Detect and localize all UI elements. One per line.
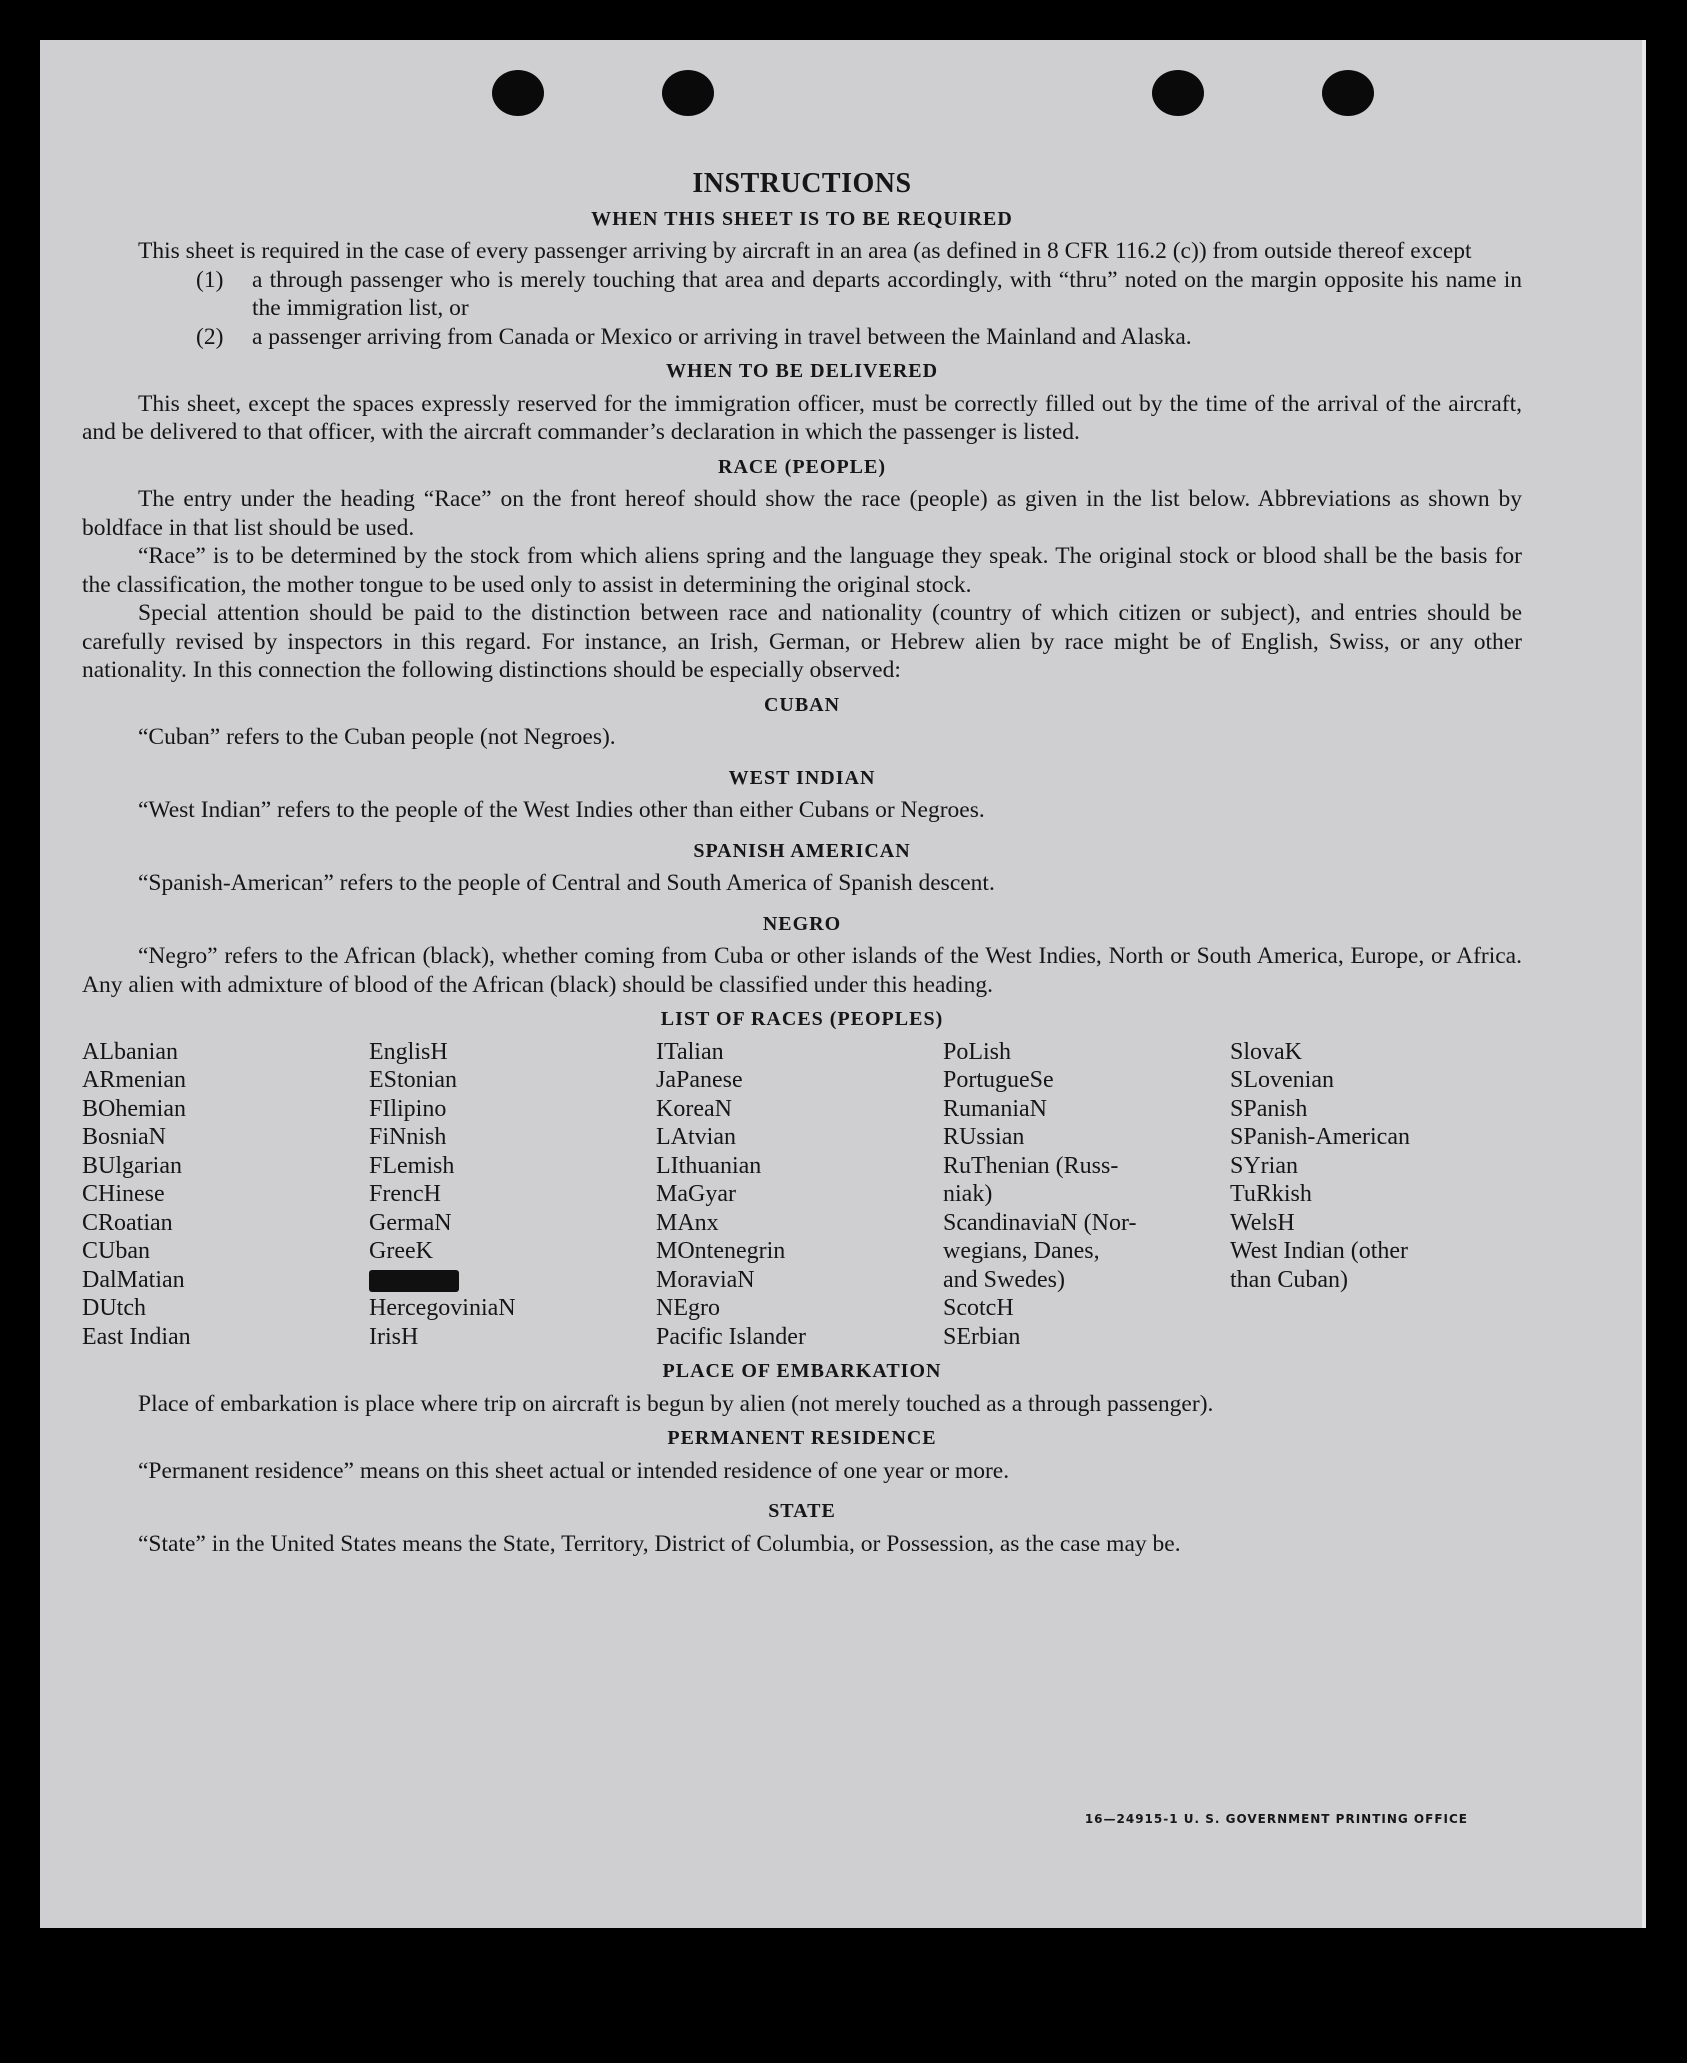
negro-text: “Negro” refers to the African (black), whether coming from Cuba or other islands of the West Indies, North or South America, Europe, or Africa. Any alien with admixture of blood of the African (black) should be classified under this heading.: [82, 943, 1522, 998]
race-entry: LIthuanian: [656, 1152, 762, 1179]
heading-negro: NEGRO: [762, 912, 842, 935]
race-entry: GreeK: [369, 1238, 433, 1264]
print-code: 16—24915-1 U. S. GOVERNMENT PRINTING OFFICE: [1084, 1812, 1468, 1826]
race-entry: MAnx: [656, 1209, 719, 1236]
race-entry: East Indian: [82, 1323, 191, 1350]
embarkation-text: Place of embarkation is place where trip on aircraft is begun by alien (not merely touched as a through passenger).: [138, 1390, 1214, 1417]
race-entry: EnglisH: [369, 1038, 448, 1065]
instructions-body: [82, 170, 1522, 1558]
residence-text: “Permanent residence” means on this sheet actual or intended residence of one year or more.: [138, 1457, 1010, 1484]
race-entry: ALbanian: [82, 1038, 178, 1065]
race-entry: SLovenian: [1230, 1067, 1334, 1093]
state-text: “State” in the United States means the State, Territory, District of Columbia, or Possession, as the case may be.: [138, 1530, 1181, 1557]
race-entry: LAtvian: [656, 1124, 736, 1150]
race-entry: [369, 1266, 656, 1295]
race-entry: BOhemian: [82, 1095, 186, 1122]
punch-hole: [662, 70, 714, 116]
race-paragraph-1: The entry under the heading “Race” on the front hereof should show the race (people) as given in the list below. Abbreviations as shown by boldface in that list should be used.: [82, 486, 1522, 541]
exception-item-2: (2) a passenger arriving from Canada or Mexico or arriving in travel between the Mainland and Alaska.: [196, 323, 1192, 350]
west-indian-text: “West Indian” refers to the people of the West Indies other than either Cubans or Negroes.: [138, 797, 985, 823]
heading-cuban: CUBAN: [763, 693, 841, 716]
heading-embarkation: PLACE OF EMBARKATION: [662, 1360, 942, 1382]
races-list: [82, 1038, 1522, 1352]
races-column-4: [943, 1038, 1230, 1352]
race-entry: DUtch: [82, 1295, 146, 1321]
race-entry: GermaN: [369, 1209, 452, 1236]
heading-delivered: WHEN TO BE DELIVERED: [665, 360, 939, 382]
races-column-2: [369, 1038, 656, 1352]
race-entry: FIlipino: [369, 1095, 447, 1122]
race-entry: DalMatian: [82, 1266, 185, 1293]
race-entry: SErbian: [943, 1323, 1021, 1350]
race-entry: ARmenian: [82, 1067, 186, 1093]
cuban-text: “Cuban” refers to the Cuban people (not Negroes).: [138, 724, 616, 750]
race-entry: SlovaK: [1230, 1038, 1302, 1065]
delivered-text: This sheet, except the spaces expressly reserved for the immigration officer, must be correctly filled out by the time of the arrival of the aircraft, and be delivered to that officer, with the aircraft commander’s declaration in which the passenger is listed.: [82, 390, 1522, 445]
race-entry: RuThenian (Russ- niak): [943, 1152, 1119, 1207]
race-entry: SPanish: [1230, 1095, 1308, 1122]
race-entry: FLemish: [369, 1152, 455, 1179]
race-entry: CHinese: [82, 1181, 165, 1207]
race-entry: WelsH: [1230, 1209, 1295, 1236]
heading-state: STATE: [768, 1500, 836, 1522]
race-entry: SPanish-American: [1230, 1124, 1410, 1150]
race-entry: FiNnish: [369, 1124, 447, 1150]
race-entry: HercegoviniaN: [369, 1295, 516, 1321]
races-column-1: [82, 1038, 369, 1352]
heading-race: RACE (PEOPLE): [718, 455, 886, 478]
document-sheet: [40, 40, 1646, 1928]
race-entry: ITalian: [656, 1038, 724, 1065]
punch-hole: [1322, 70, 1374, 116]
heading-list-of-races: LIST OF RACES (PEOPLES): [660, 1008, 944, 1030]
race-paragraph-3: Special attention should be paid to the distinction between race and nationality (country of which citizen or subject), and entries should be carefully revised by inspectors in this regard. For instance, an Irish, German, or Hebrew alien by race might be of English, Swiss, or any other nationality. In this connection the following distinctions should be especially observed:: [82, 600, 1522, 683]
page-title: INSTRUCTIONS: [692, 168, 912, 199]
race-entry: RumaniaN: [943, 1095, 1047, 1122]
race-paragraph-2: “Race” is to be determined by the stock from which aliens spring and the language they speak. The original stock or blood shall be the basis for the classification, the mother tongue to be used only to assist in determining the original stock.: [82, 543, 1522, 598]
races-column-5: [1230, 1038, 1517, 1352]
race-entry: MaGyar: [656, 1181, 736, 1207]
punch-hole: [1152, 70, 1204, 116]
race-entry: PoLish: [943, 1038, 1012, 1065]
race-entry: MoraviaN: [656, 1266, 755, 1293]
race-entry: CUban: [82, 1238, 150, 1264]
race-entry: ScandinaviaN (Nor- wegians, Danes, and Swedes): [943, 1209, 1137, 1293]
races-column-3: [656, 1038, 943, 1352]
race-entry: BUlgarian: [82, 1152, 182, 1179]
race-entry: PortugueSe: [943, 1067, 1054, 1093]
race-entry: ScotcH: [943, 1295, 1014, 1321]
race-entry: CRoatian: [82, 1209, 173, 1236]
race-entry: NEgro: [656, 1295, 720, 1321]
race-entry: FrencH: [369, 1181, 441, 1207]
redaction-mark: [369, 1270, 459, 1292]
spanish-american-text: “Spanish-American” refers to the people of Central and South America of Spanish descent.: [138, 870, 995, 896]
race-entry: RUssian: [943, 1124, 1025, 1150]
race-entry: JaPanese: [656, 1067, 743, 1093]
race-entry: West Indian (other than Cuban): [1230, 1238, 1409, 1293]
race-entry: BosniaN: [82, 1124, 166, 1150]
race-entry: Pacific Islander: [656, 1323, 806, 1350]
required-intro: This sheet is required in the case of every passenger arriving by aircraft in an area (as defined in 8 CFR 116.2 (c)) from outside thereof except: [138, 238, 1472, 264]
heading-required: WHEN THIS SHEET IS TO BE REQUIRED: [591, 207, 1013, 230]
heading-west-indian: WEST INDIAN: [728, 766, 876, 789]
race-entry: KoreaN: [656, 1095, 732, 1122]
heading-residence: PERMANENT RESIDENCE: [667, 1427, 937, 1449]
exception-item-1: (1) a through passenger who is merely touching that area and departs accordingly, with “thru” noted on the margin opposite his name in the immigration list, or: [196, 266, 1522, 321]
race-entry: SYrian: [1230, 1152, 1298, 1179]
race-entry: IrisH: [369, 1323, 419, 1350]
race-entry: EStonian: [369, 1067, 457, 1093]
punch-hole: [492, 70, 544, 116]
race-entry: TuRkish: [1230, 1181, 1312, 1207]
heading-spanish-american: SPANISH AMERICAN: [693, 839, 911, 862]
race-entry: MOntenegrin: [656, 1238, 786, 1264]
